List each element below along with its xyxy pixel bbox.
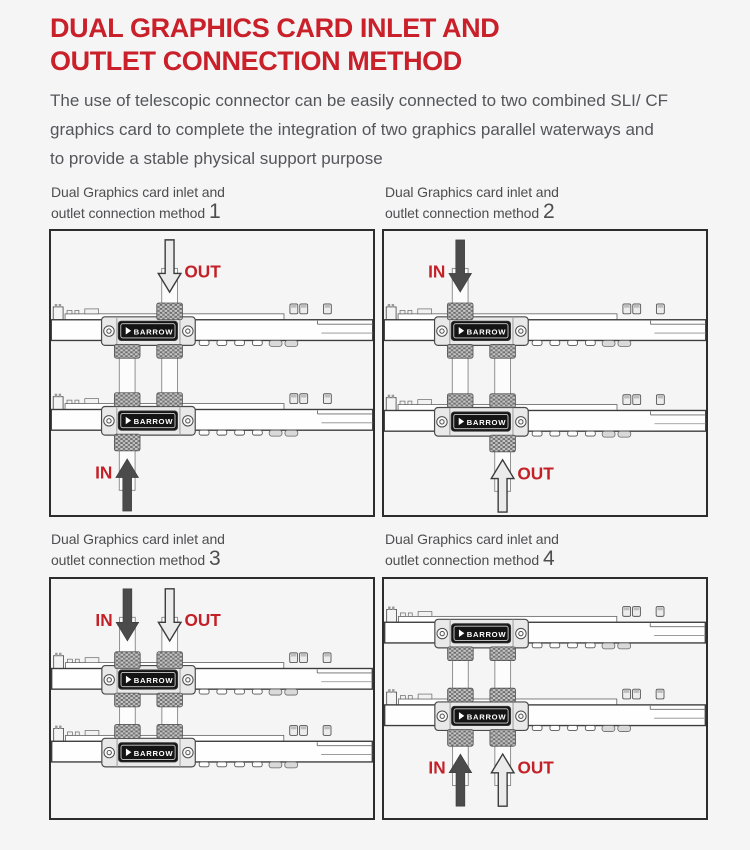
connection-diagram-4 [384, 579, 706, 818]
connection-diagram-panel-1 [49, 229, 375, 517]
barrow-logo-text: BARROW [133, 748, 174, 758]
screw-icon [183, 747, 193, 757]
barrow-logo-plate [119, 670, 178, 689]
caption-number: 1 [209, 200, 221, 223]
fitting-knurl [115, 652, 141, 669]
fitting-knurl [448, 647, 474, 661]
fitting-knurl [447, 394, 473, 408]
screw-icon [104, 747, 114, 757]
screw-icon [516, 628, 526, 638]
barrow-logo-plate [452, 706, 511, 725]
fitting-knurl [447, 303, 473, 320]
barrow-logo-text: BARROW [466, 712, 507, 722]
screw-icon [183, 416, 193, 426]
connection-diagram-3 [51, 579, 373, 818]
fitting-knurl [490, 647, 516, 661]
fitting-knurl [490, 344, 516, 358]
caption-line1: Dual Graphics card inlet and [385, 531, 559, 547]
caption-number: 4 [543, 547, 555, 570]
fitting-knurl [114, 344, 140, 358]
graphics-card-bottom [384, 395, 705, 437]
caption-line2: outlet connection method [385, 205, 540, 221]
screw-icon [516, 417, 526, 427]
caption-line2: outlet connection method [51, 205, 206, 221]
fitting-knurl [447, 344, 473, 358]
panel-caption-1 [51, 183, 225, 223]
panel-caption-3 [51, 530, 225, 570]
screw-icon [104, 326, 114, 336]
screw-icon [183, 675, 193, 685]
graphics-card-top [384, 304, 705, 346]
barrow-logo-plate [452, 624, 511, 643]
connection-diagram-panel-4 [382, 577, 708, 820]
flow-label-out: OUT [517, 463, 554, 484]
graphics-card-bottom [385, 689, 706, 731]
connection-diagram-panel-3 [49, 577, 375, 820]
connection-diagram-1 [51, 231, 373, 515]
barrow-logo-plate [119, 743, 178, 762]
caption-line2: outlet connection method [385, 552, 540, 568]
graphics-card-top [52, 653, 373, 695]
caption-line2: outlet connection method [51, 552, 206, 568]
barrow-logo-text: BARROW [133, 327, 174, 337]
fitting-knurl [157, 393, 183, 407]
flow-label-out: OUT [184, 610, 221, 631]
fitting-knurl [490, 394, 516, 408]
title-line-1: DUAL GRAPHICS CARD INLET AND [50, 13, 500, 43]
screw-icon [516, 711, 526, 721]
intro-line: to provide a stable physical support purpose [50, 149, 383, 168]
graphics-card-top [51, 304, 372, 346]
barrow-logo-text: BARROW [133, 676, 174, 686]
fitting-knurl [490, 688, 516, 702]
caption-line1: Dual Graphics card inlet and [51, 531, 225, 547]
fitting-knurl [490, 729, 516, 746]
barrow-logo-text: BARROW [466, 327, 507, 337]
flow-label-out: OUT [517, 757, 554, 778]
intro-line: graphics card to complete the integration of two graphics parallel waterways and [50, 120, 654, 139]
screw-icon [437, 628, 447, 638]
flow-label-in: IN [428, 757, 446, 778]
flow-label-in: IN [95, 610, 113, 631]
barrow-logo-text: BARROW [133, 417, 174, 427]
screw-icon [104, 675, 114, 685]
fitting-knurl [157, 344, 183, 358]
fitting-knurl [157, 303, 183, 320]
screw-icon [437, 326, 447, 336]
page-title [50, 12, 499, 78]
fitting-knurl [490, 435, 516, 452]
fitting-knurl [115, 693, 141, 707]
intro-line: The use of telescopic connector can be easily connected to two combined SLI/ CF [50, 91, 669, 110]
barrow-logo-text: BARROW [466, 418, 507, 428]
intro-paragraph [50, 86, 668, 173]
fitting-knurl [157, 652, 183, 669]
fitting-knurl [448, 688, 474, 702]
panel-caption-4 [385, 530, 559, 570]
connection-diagram-panel-2 [382, 229, 708, 517]
screw-icon [516, 326, 526, 336]
barrow-logo-plate [118, 411, 177, 430]
graphics-card-bottom [51, 394, 372, 436]
barrow-logo-text: BARROW [466, 629, 507, 639]
screw-icon [437, 711, 447, 721]
screw-icon [437, 417, 447, 427]
flow-label-in: IN [428, 261, 446, 282]
flow-label-out: OUT [184, 261, 221, 282]
screw-icon [183, 326, 193, 336]
caption-number: 3 [209, 547, 221, 570]
graphics-card-bottom [52, 726, 373, 768]
fitting-knurl [114, 393, 140, 407]
fitting-knurl [115, 725, 141, 739]
fitting-knurl [157, 725, 183, 739]
connection-diagram-2 [384, 231, 706, 515]
title-line-2: OUTLET CONNECTION METHOD [50, 46, 462, 76]
fitting-knurl [114, 434, 140, 451]
flow-label-in: IN [95, 462, 113, 483]
fitting-knurl [157, 693, 183, 707]
panel-caption-2 [385, 183, 559, 223]
screw-icon [104, 416, 114, 426]
barrow-logo-plate [118, 321, 177, 340]
graphics-card-top [385, 607, 706, 649]
fitting-knurl [448, 729, 474, 746]
barrow-logo-plate [451, 412, 510, 431]
barrow-logo-plate [451, 321, 510, 340]
caption-number: 2 [543, 200, 555, 223]
caption-line1: Dual Graphics card inlet and [51, 184, 225, 200]
caption-line1: Dual Graphics card inlet and [385, 184, 559, 200]
